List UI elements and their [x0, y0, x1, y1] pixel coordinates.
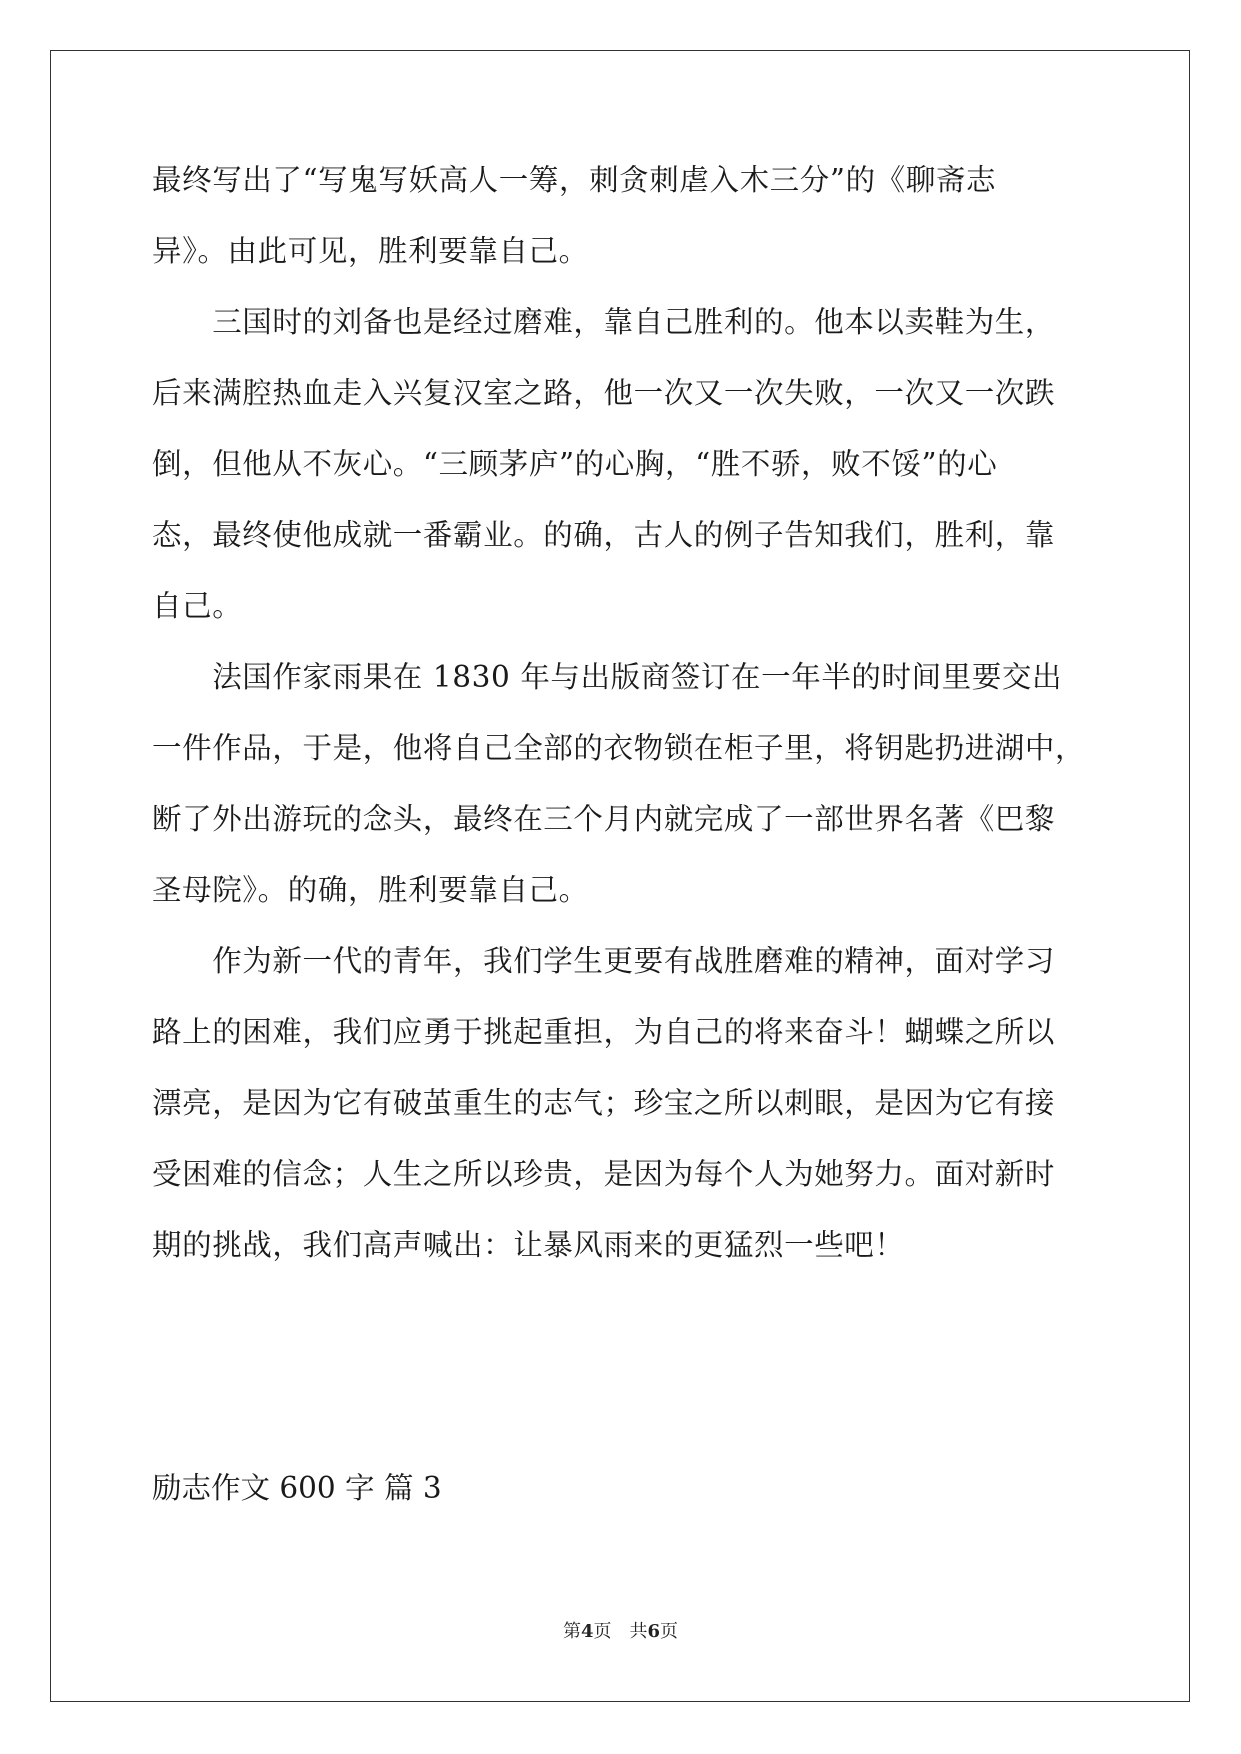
text-line: 期的挑战，我们高声喊出：让暴风雨来的更猛烈一些吧！	[152, 1228, 905, 1262]
text-line: 倒，但他从不灰心。“三顾茅庐”的心胸，“胜不骄，败不馁”的心	[152, 447, 998, 481]
footer-mid: 页 共	[593, 1621, 648, 1642]
text-line: 作为新一代的青年，我们学生更要有战胜磨难的精神，面对学习	[152, 944, 1056, 978]
text-line: 态，最终使他成就一番霸业。的确，古人的例子告知我们，胜利，靠	[152, 518, 1056, 552]
text-line: 受困难的信念；人生之所以珍贵，是因为每个人为她努力。面对新时	[152, 1157, 1056, 1191]
total-page-number: 6	[647, 1621, 661, 1642]
text-line: 最终写出了“写鬼写妖高人一筹，刺贪刺虐入木三分”的《聊斋志	[152, 163, 997, 197]
text-line: 自己。	[152, 589, 243, 623]
section-heading: 励志作文 600 字 篇 3	[152, 1471, 442, 1505]
text-line: 断了外出游玩的念头，最终在三个月内就完成了一部世界名著《巴黎	[152, 802, 1056, 836]
text-line: 一件作品，于是，他将自己全部的衣物锁在柜子里，将钥匙扔进湖中，	[152, 731, 1086, 765]
text-line: 漂亮，是因为它有破茧重生的志气；珍宝之所以刺眼，是因为它有接	[152, 1086, 1056, 1120]
text-line: 圣母院》。的确，胜利要靠自己。	[152, 873, 589, 907]
footer-suffix: 页	[660, 1621, 679, 1642]
text-line: 路上的困难，我们应勇于挑起重担，为自己的将来奋斗！蝴蝶之所以	[152, 1015, 1056, 1049]
page-footer	[0, 1620, 1241, 1644]
current-page-number: 4	[580, 1621, 594, 1642]
text-line: 后来满腔热血走入兴复汉室之路，他一次又一次失败，一次又一次跌	[152, 376, 1056, 410]
footer-prefix: 第	[562, 1621, 581, 1642]
text-line: 三国时的刘备也是经过磨难，靠自己胜利的。他本以卖鞋为生，	[152, 305, 1056, 339]
text-line: 异》。由此可见，胜利要靠自己。	[152, 234, 589, 268]
text-line: 法国作家雨果在 1830 年与出版商签订在一年半的时间里要交出	[152, 660, 1063, 694]
